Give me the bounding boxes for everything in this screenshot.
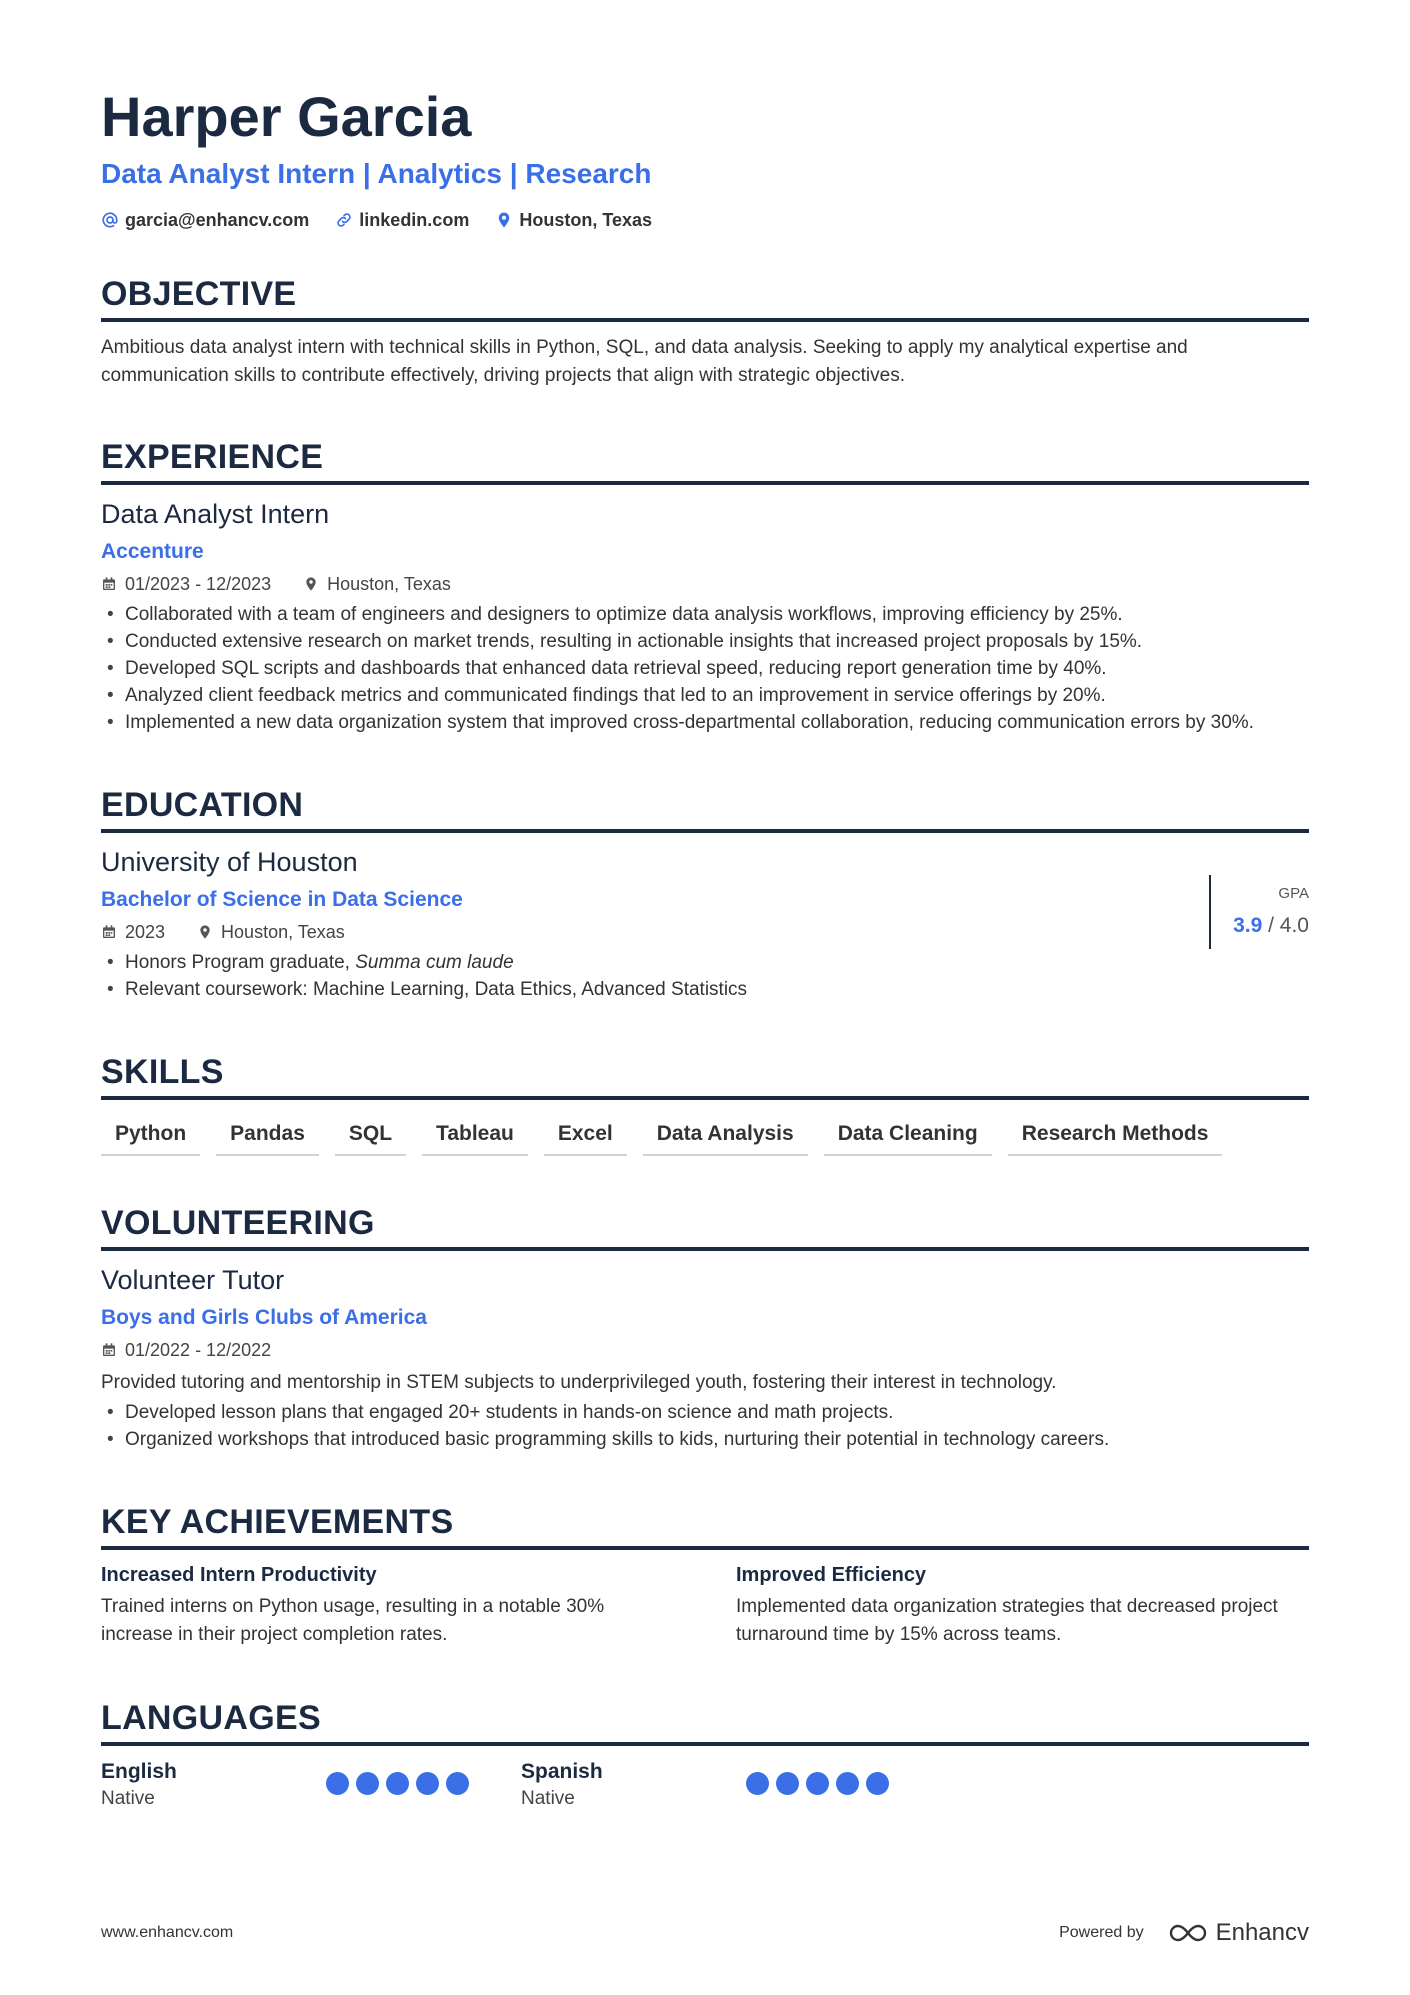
rating-dot [776, 1772, 799, 1795]
contact-location [495, 210, 652, 231]
section-title: LANGUAGES [101, 1699, 1309, 1746]
education-year-text: 2023 [125, 921, 166, 942]
achievements-list [101, 1564, 1309, 1649]
language-rating [746, 1772, 889, 1810]
job-bullets [101, 601, 1309, 736]
map-pin-icon [303, 576, 319, 592]
contact-linkedin-text: linkedin.com [359, 209, 470, 230]
gpa-label: GPA [1278, 884, 1309, 902]
language-level: Native [101, 1787, 155, 1809]
section-title: EXPERIENCE [101, 438, 1309, 485]
language-level: Native [521, 1787, 575, 1809]
rating-dot [806, 1772, 829, 1795]
list-item: • Developed SQL scripts and dashboards that enhanced data retrieval speed, reducing report generation time by 40%. [101, 655, 1309, 682]
job-meta [101, 574, 1309, 595]
skill-tag: Pandas [216, 1114, 319, 1156]
language-item [101, 1760, 521, 1810]
infinity-logo-icon [1168, 1922, 1208, 1944]
education-year [101, 922, 165, 943]
gpa-value: 3.9 / 4.0 [1233, 913, 1309, 937]
section-title: EDUCATION [101, 786, 1309, 833]
job-location [303, 574, 451, 595]
calendar-icon [101, 1342, 117, 1358]
achievement-item [101, 1564, 646, 1649]
candidate-name: Harper Garcia [101, 85, 472, 148]
list-item: • Organized workshops that introduced basic programming skills to kids, nurturing their potential in technology careers. [101, 1426, 1309, 1453]
brand-logo[interactable] [1168, 1919, 1309, 1947]
languages-section [101, 1699, 1309, 1810]
section-title: SKILLS [101, 1053, 1309, 1100]
volunteer-meta [101, 1340, 1309, 1361]
honors-prefix: Honors Program graduate, [125, 951, 356, 973]
gpa-score: 3.9 [1233, 913, 1263, 937]
volunteer-dates-text: 01/2022 - 12/2022 [125, 1339, 272, 1360]
degree-name: Bachelor of Science in Data Science [101, 887, 463, 911]
languages-list [101, 1760, 1309, 1810]
achievement-desc: Trained interns on Python usage, resulting in a notable 30% increase in their project completion rates. [101, 1595, 605, 1645]
section-title: KEY ACHIEVEMENTS [101, 1503, 1309, 1550]
education-location-text: Houston, Texas [221, 921, 345, 942]
section-title: OBJECTIVE [101, 275, 1309, 322]
list-item: • Implemented a new data organization system that improved cross-departmental collaboration, reducing communication errors by 30%. [101, 709, 1309, 736]
volunteer-org: Boys and Girls Clubs of America [101, 1305, 427, 1329]
skill-tag: Tableau [422, 1114, 528, 1156]
skills-section [101, 1053, 1309, 1156]
company-name: Accenture [101, 539, 204, 563]
page-footer [101, 1919, 1309, 1947]
language-text [521, 1760, 746, 1810]
achievement-desc: Implemented data organization strategies that decreased project turnaround time by 15% across teams. [736, 1595, 1278, 1645]
achievement-item [736, 1564, 1281, 1649]
skill-tag: Research Methods [1008, 1114, 1223, 1156]
rating-dot [326, 1772, 349, 1795]
school-name: University of Houston [101, 846, 358, 877]
contact-bar [101, 210, 1309, 231]
volunteer-role: Volunteer Tutor [101, 1264, 285, 1295]
education-section [101, 786, 1309, 1003]
powered-by-text: Powered by [1059, 1924, 1144, 1941]
job-title: Data Analyst Intern [101, 498, 330, 529]
contact-email-text: garcia@enhancv.com [125, 209, 310, 230]
contact-linkedin[interactable] [335, 210, 469, 231]
footer-site-link[interactable]: www.enhancv.com [101, 1924, 234, 1941]
rating-dot [866, 1772, 889, 1795]
volunteering-section [101, 1204, 1309, 1453]
language-name: English [101, 1759, 177, 1783]
rating-dot [356, 1772, 379, 1795]
volunteer-summary: Provided tutoring and mentorship in STEM subjects to underprivileged youth, fostering their interest in technology. [101, 1371, 1057, 1393]
calendar-icon [101, 924, 117, 940]
language-name: Spanish [521, 1759, 603, 1783]
rating-dot [446, 1772, 469, 1795]
link-icon [335, 211, 353, 229]
skill-tag: Excel [544, 1114, 627, 1156]
footer-brand [1059, 1919, 1309, 1947]
language-item [521, 1760, 941, 1810]
at-icon [101, 211, 119, 229]
education-location [197, 922, 345, 943]
resume-header [101, 86, 1309, 231]
contact-email[interactable] [101, 210, 309, 231]
language-rating [326, 1772, 469, 1810]
education-meta [101, 922, 1309, 943]
list-item: • Analyzed client feedback metrics and communicated findings that led to an improvement in service offerings by 20%. [101, 682, 1309, 709]
calendar-icon [101, 576, 117, 592]
experience-section [101, 438, 1309, 736]
skill-tag: Data Cleaning [824, 1114, 992, 1156]
achievement-title: Increased Intern Productivity [101, 1563, 377, 1586]
objective-section [101, 275, 1309, 390]
volunteer-bullets [101, 1399, 1309, 1453]
list-item: • Conducted extensive research on market trends, resulting in actionable insights that increased project proposals by 15%. [101, 628, 1309, 655]
brand-name: Enhancv [1215, 1919, 1309, 1946]
rating-dot [836, 1772, 859, 1795]
list-item: • Relevant coursework: Machine Learning, Data Ethics, Advanced Statistics [101, 976, 1309, 1003]
honors-italic: Summa cum laude [355, 951, 514, 973]
rating-dot [386, 1772, 409, 1795]
map-pin-icon [495, 211, 513, 229]
gpa-box [1209, 875, 1309, 949]
list-item: • Developed lesson plans that engaged 20+ students in hands-on science and math projects. [101, 1399, 1309, 1426]
volunteer-dates [101, 1340, 271, 1361]
education-bullets [101, 949, 1309, 1003]
list-item: • Collaborated with a team of engineers and designers to optimize data analysis workflows, improving efficiency by 25%. [101, 601, 1309, 628]
skill-tag: Python [101, 1114, 200, 1156]
job-dates-text: 01/2023 - 12/2023 [125, 573, 272, 594]
gpa-max: 4.0 [1279, 913, 1309, 937]
rating-dot [746, 1772, 769, 1795]
contact-location-text: Houston, Texas [519, 209, 653, 230]
job-dates [101, 574, 271, 595]
section-title: VOLUNTEERING [101, 1204, 1309, 1251]
skill-tag: Data Analysis [643, 1114, 808, 1156]
list-item [101, 949, 1309, 976]
objective-text: Ambitious data analyst intern with technical skills in Python, SQL, and data analysis. Seeking to apply my analytical expertise and communication skills to contribute effectively, driving projects that align with strategic objectives. [101, 336, 1188, 386]
education-entry [101, 847, 1309, 1003]
language-text [101, 1760, 326, 1810]
skill-tag: SQL [335, 1114, 406, 1156]
job-location-text: Houston, Texas [327, 573, 451, 594]
rating-dot [416, 1772, 439, 1795]
candidate-headline: Data Analyst Intern | Analytics | Research [101, 157, 652, 189]
achievement-title: Improved Efficiency [736, 1563, 927, 1586]
map-pin-icon [197, 924, 213, 940]
achievements-section [101, 1503, 1309, 1649]
skills-list [101, 1114, 1309, 1156]
